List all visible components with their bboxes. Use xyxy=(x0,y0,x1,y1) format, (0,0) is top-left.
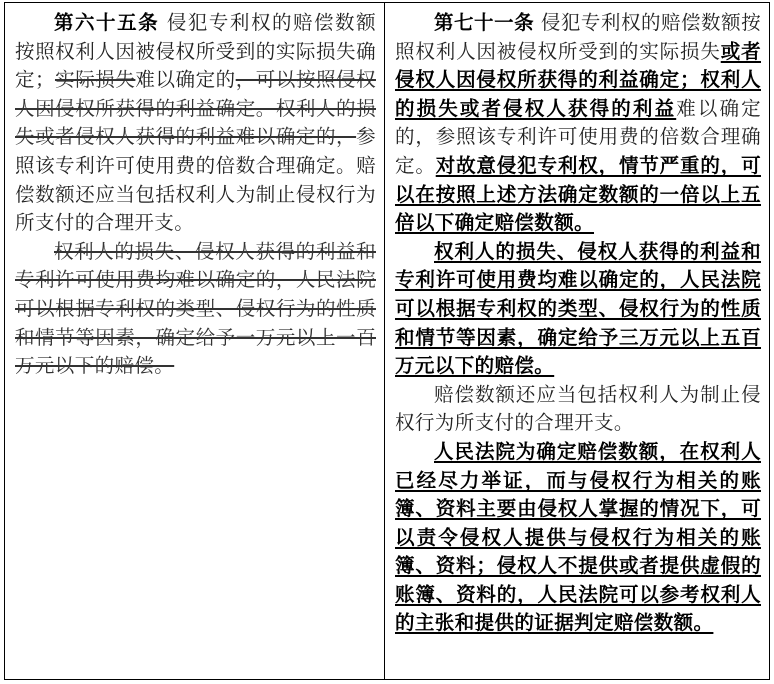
new-article-71-paragraph-4 xyxy=(395,438,761,638)
old-text-segment: 侵犯专利权的赔偿数额按照权利人因被侵权所受到的实际损失确定； xyxy=(15,11,376,92)
old-law-column xyxy=(5,3,385,679)
new-article-71-paragraph-1 xyxy=(395,9,761,238)
new-article-title: 第七十一条 xyxy=(434,11,535,34)
inserted-text: 或者侵权人因侵权所获得的利益确定；权利人的损失或者侵权人获得的利益 xyxy=(395,39,761,120)
new-law-column xyxy=(385,3,769,679)
old-article-65-paragraph-1 xyxy=(15,9,376,238)
old-text-segment: 难以确定的 xyxy=(135,68,236,92)
inserted-text: 对故意侵犯专利权，情节严重的，可以在按照上述方法确定数额的一倍以上五倍以下确定赔偿数额。 xyxy=(395,153,761,235)
comparison-table xyxy=(4,2,770,680)
inserted-text: 人民法院为确定赔偿数额，在权利人已经尽力举证，而与侵权行为相关的账簿、资料主要由侵权人掌握的情况下，可以责令侵权人提供与侵权行为相关的账簿、资料；侵权人不提供或者提供虚假的账簿、资料的，人民法院可以参考权利人的主张和提供的证据判定赔偿数额。 xyxy=(395,439,761,635)
new-article-71-paragraph-2 xyxy=(395,238,761,381)
old-article-title: 第六十五条 xyxy=(54,11,160,34)
new-article-71-paragraph-3 xyxy=(395,381,761,438)
deleted-text: ，可以按照侵权人因侵权所获得的利益确定。权利人的损失或者侵权人获得的利益难以确定的， xyxy=(15,68,376,149)
old-article-65-paragraph-2 xyxy=(15,238,376,381)
inserted-text: 权利人的损失、侵权人获得的利益和专利许可使用费均难以确定的，人民法院可以根据专利权的类型、侵权行为的性质和情节等因素，确定给予三万元以上五百万元以下的赔偿。 xyxy=(395,239,761,378)
deleted-text: 实际损失 xyxy=(54,68,136,92)
deleted-text: 权利人的损失、侵权人获得的利益和专利许可使用费均难以确定的，人民法院可以根据专利权的类型、侵权行为的性质和情节等因素，确定给予一万元以上一百万元以下的赔偿。 xyxy=(15,239,376,378)
new-text-segment: 赔偿数额还应当包括权利人为制止侵权行为所支付的合理开支。 xyxy=(395,382,761,435)
new-text-segment: 难以确定的，参照该专利许可使用费的倍数合理确定。 xyxy=(395,96,761,177)
new-text-segment: 侵犯专利权的赔偿数额按照权利人因被侵权所受到的实际损失 xyxy=(395,11,761,63)
old-text-segment: 参照该专利许可使用费的倍数合理确定。赔偿数额还应当包括权利人为制止侵权行为所支付的合理开支。 xyxy=(15,125,376,235)
